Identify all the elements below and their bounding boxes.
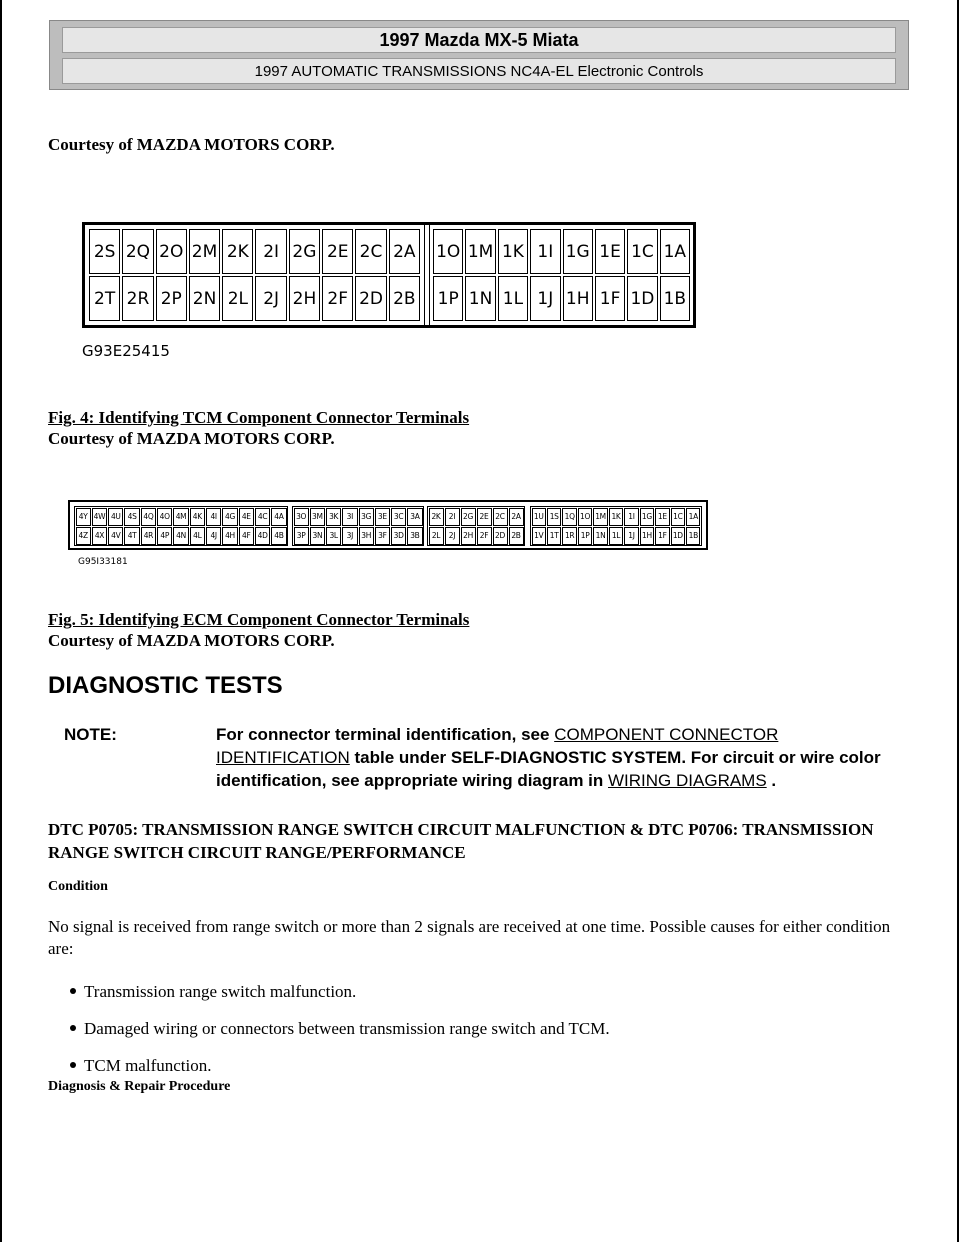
terminal-cell: 4W [92, 508, 107, 526]
terminal-cell: 3J [342, 527, 357, 545]
terminal-cell: 1L [609, 527, 623, 545]
terminal-cell: 3N [310, 527, 325, 545]
terminal-cell: 4G [222, 508, 237, 526]
terminal-cell: 1R [562, 527, 576, 545]
terminal-cell: 4K [190, 508, 205, 526]
terminal-cell: 2G [461, 508, 476, 526]
note-text-part2: table under SELF-DIAGNOSTIC SYSTEM. For circuit or wire color identification, see appropriate wiring diagram in [216, 748, 881, 790]
terminal-cell: 1L [498, 276, 528, 321]
terminal-cell: 1C [627, 229, 657, 274]
ecm-connector-block [74, 506, 288, 546]
ecm-connector-block [427, 506, 525, 546]
header-subtitle: 1997 AUTOMATIC TRANSMISSIONS NC4A-EL Electronic Controls [62, 58, 896, 84]
page-right-border [957, 0, 959, 1242]
terminal-cell: 3P [294, 527, 309, 545]
terminal-cell: 1V [532, 527, 546, 545]
terminal-cell: 2F [477, 527, 492, 545]
fig5-caption-link[interactable]: Fig. 5: Identifying ECM Component Connector Terminals [48, 610, 470, 629]
terminal-cell: 3I [342, 508, 357, 526]
fig4-caption-link[interactable]: Fig. 4: Identifying TCM Component Connector Terminals [48, 408, 470, 427]
wiring-diagrams-link[interactable]: WIRING DIAGRAMS [608, 771, 767, 790]
terminal-cell: 4L [190, 527, 205, 545]
bullet-icon [70, 988, 76, 994]
terminal-cell: 1P [578, 527, 592, 545]
tcm-connector-separator [424, 225, 430, 325]
terminal-cell: 2B [509, 527, 524, 545]
page-header [49, 20, 909, 90]
terminal-cell: 4N [173, 527, 188, 545]
dtc-heading: DTC P0705: TRANSMISSION RANGE SWITCH CIRCUIT MALFUNCTION & DTC P0706: TRANSMISSION RANGE SWITCH CIRCUIT RANGE/PERFORMANCE [48, 820, 874, 862]
terminal-cell: 4Q [141, 508, 156, 526]
component-connector-identification-link[interactable]: COMPONENT CONNECTOR IDENTIFICATION [216, 725, 779, 767]
terminal-cell: 1K [609, 508, 623, 526]
list-item-text: Damaged wiring or connectors between transmission range switch and TCM. [84, 1019, 610, 1038]
terminal-cell: 2J [445, 527, 460, 545]
terminal-cell: 1H [563, 276, 593, 321]
terminal-cell: 2I [445, 508, 460, 526]
terminal-cell: 2L [222, 276, 253, 321]
terminal-cell: 1A [686, 508, 700, 526]
terminal-cell: 1Q [562, 508, 576, 526]
terminal-cell: 4D [255, 527, 270, 545]
tcm-connector-diagram [82, 222, 696, 328]
terminal-cell: 4C [255, 508, 270, 526]
terminal-cell: 4Y [76, 508, 91, 526]
terminal-cell: 1A [660, 229, 690, 274]
terminal-cell: 2E [322, 229, 353, 274]
tcm-connector-left-half [88, 228, 421, 322]
tcm-connector-right-half [432, 228, 691, 322]
terminal-cell: 2D [355, 276, 386, 321]
terminal-cell: 2R [122, 276, 153, 321]
terminal-cell: 2H [289, 276, 320, 321]
terminal-cell: 1J [530, 276, 560, 321]
terminal-cell: 4S [124, 508, 139, 526]
terminal-cell: 3F [375, 527, 390, 545]
terminal-cell: 1G [640, 508, 654, 526]
terminal-cell: 1S [547, 508, 561, 526]
terminal-cell: 1M [593, 508, 607, 526]
terminal-cell: 2I [255, 229, 286, 274]
terminal-cell: 1K [498, 229, 528, 274]
terminal-cell: 2B [389, 276, 420, 321]
list-item-text: Transmission range switch malfunction. [84, 982, 357, 1001]
terminal-cell: 1B [686, 527, 700, 545]
terminal-cell: 4B [271, 527, 286, 545]
terminal-cell: 2K [222, 229, 253, 274]
terminal-cell: 4F [239, 527, 254, 545]
ecm-connector-diagram [68, 500, 708, 550]
terminal-cell: 4U [108, 508, 123, 526]
condition-text: No signal is received from range switch or more than 2 signals are received at one time. Possible causes for either condition are: [48, 917, 891, 958]
terminal-cell: 2S [89, 229, 120, 274]
terminal-cell: 4M [173, 508, 188, 526]
terminal-cell: 1F [655, 527, 669, 545]
terminal-cell: 2L [429, 527, 444, 545]
note-label: NOTE: [64, 725, 117, 744]
terminal-cell: 1M [465, 229, 495, 274]
terminal-cell: 2M [189, 229, 220, 274]
terminal-cell: 3C [391, 508, 406, 526]
terminal-cell: 4J [206, 527, 221, 545]
condition-label: Condition [48, 879, 108, 894]
terminal-cell: 3H [359, 527, 374, 545]
terminal-cell: 4T [124, 527, 139, 545]
terminal-cell: 2K [429, 508, 444, 526]
ecm-connector-block [530, 506, 702, 546]
terminal-cell: 4Z [76, 527, 91, 545]
terminal-cell: 2P [156, 276, 187, 321]
terminal-cell: 2C [493, 508, 508, 526]
terminal-cell: 1C [671, 508, 685, 526]
bullet-icon [70, 1025, 76, 1031]
terminal-cell: 2T [89, 276, 120, 321]
section-title: DIAGNOSTIC TESTS [48, 672, 283, 699]
terminal-cell: 3E [375, 508, 390, 526]
terminal-cell: 4R [141, 527, 156, 545]
terminal-cell: 3K [326, 508, 341, 526]
terminal-cell: 4H [222, 527, 237, 545]
terminal-cell: 4V [108, 527, 123, 545]
terminal-cell: 4O [157, 508, 172, 526]
terminal-cell: 2O [156, 229, 187, 274]
terminal-cell: 2G [289, 229, 320, 274]
terminal-cell: 1I [624, 508, 638, 526]
terminal-cell: 2Q [122, 229, 153, 274]
courtesy-text-1: Courtesy of MAZDA MOTORS CORP. [48, 135, 335, 154]
terminal-cell: 4X [92, 527, 107, 545]
terminal-cell: 2F [322, 276, 353, 321]
terminal-cell: 1O [433, 229, 463, 274]
page-left-border [0, 0, 2, 1242]
terminal-cell: 2C [355, 229, 386, 274]
terminal-cell: 2H [461, 527, 476, 545]
terminal-cell: 1H [640, 527, 654, 545]
note-text [216, 723, 896, 792]
terminal-cell: 4P [157, 527, 172, 545]
header-title: 1997 Mazda MX-5 Miata [62, 27, 896, 53]
terminal-cell: 3L [326, 527, 341, 545]
terminal-cell: 1N [465, 276, 495, 321]
terminal-cell: 1F [595, 276, 625, 321]
terminal-cell: 3O [294, 508, 309, 526]
terminal-cell: 4I [206, 508, 221, 526]
terminal-cell: 1U [532, 508, 546, 526]
terminal-cell: 2A [509, 508, 524, 526]
terminal-cell: 2J [255, 276, 286, 321]
list-item [70, 1056, 610, 1076]
note-text-part3: . [766, 771, 777, 790]
fig5-image-code: G95I33181 [78, 557, 128, 567]
terminal-cell: 1G [563, 229, 593, 274]
terminal-cell: 3B [407, 527, 422, 545]
terminal-cell: 1N [593, 527, 607, 545]
terminal-cell: 1D [671, 527, 685, 545]
terminal-cell: 1E [655, 508, 669, 526]
terminal-cell: 3D [391, 527, 406, 545]
courtesy-text-2: Courtesy of MAZDA MOTORS CORP. [48, 429, 335, 448]
list-item-text: TCM malfunction. [84, 1056, 212, 1075]
terminal-cell: 1D [627, 276, 657, 321]
terminal-cell: 2E [477, 508, 492, 526]
note-text-part1: For connector terminal identification, see [216, 725, 555, 744]
fig4-image-code: G93E25415 [82, 342, 170, 360]
terminal-cell: 1P [433, 276, 463, 321]
list-item [70, 1019, 610, 1039]
terminal-cell: 1O [578, 508, 592, 526]
terminal-cell: 1E [595, 229, 625, 274]
terminal-cell: 2A [389, 229, 420, 274]
terminal-cell: 1T [547, 527, 561, 545]
terminal-cell: 1J [624, 527, 638, 545]
terminal-cell: 2D [493, 527, 508, 545]
terminal-cell: 4A [271, 508, 286, 526]
terminal-cell: 3A [407, 508, 422, 526]
courtesy-text-3: Courtesy of MAZDA MOTORS CORP. [48, 631, 335, 650]
procedure-label: Diagnosis & Repair Procedure [48, 1079, 231, 1094]
terminal-cell: 3G [359, 508, 374, 526]
list-item [70, 982, 610, 1002]
terminal-cell: 4E [239, 508, 254, 526]
terminal-cell: 1I [530, 229, 560, 274]
terminal-cell: 2N [189, 276, 220, 321]
terminal-cell: 3M [310, 508, 325, 526]
terminal-cell: 1B [660, 276, 690, 321]
ecm-connector-block [292, 506, 424, 546]
bullet-icon [70, 1062, 76, 1068]
